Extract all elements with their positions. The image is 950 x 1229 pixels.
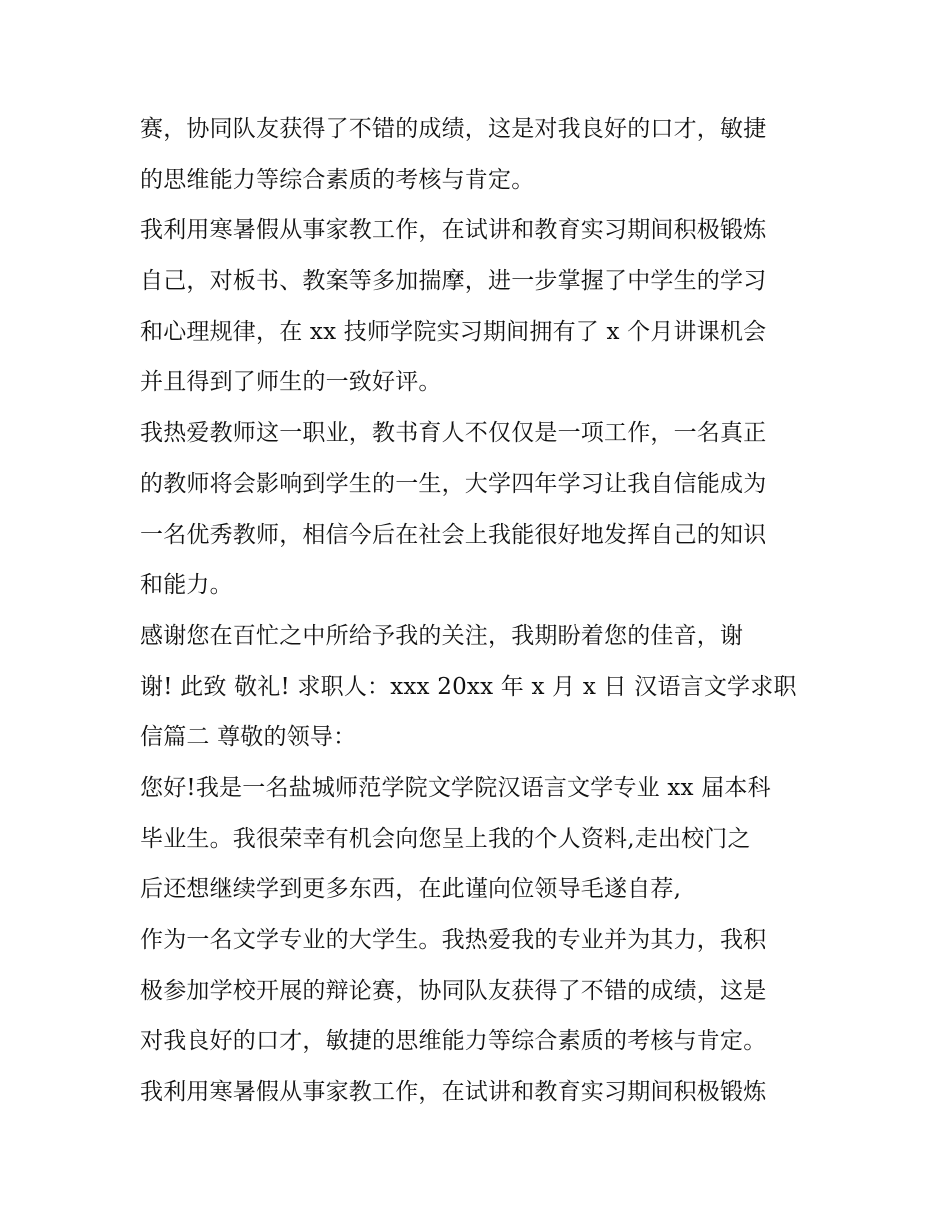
document-body <box>140 104 820 1118</box>
text-line: 对我良好的口才，敏捷的思维能力等综合素质的考核与肯定。 <box>140 1028 767 1055</box>
text-line: 谢! 此致 敬礼! 求职人：xxx 20xx 年 x 月 x 日 汉语言文学求职 <box>140 673 797 700</box>
text-line: 和能力。 <box>140 572 233 599</box>
text-line: 的教师将会影响到学生的一生，大学四年学习让我自信能成为 <box>140 470 767 497</box>
text-line: 并且得到了师生的一致好评。 <box>140 369 442 396</box>
text-line: 我热爱教师这一职业，教书育人不仅仅是一项工作，一名真正 <box>140 420 767 447</box>
text-line: 感谢您在百忙之中所给予我的关注，我期盼着您的佳音，谢 <box>140 622 744 649</box>
text-line: 自己，对板书、教案等多加揣摩，进一步掌握了中学生的学习 <box>140 268 767 295</box>
text-line: 我利用寒暑假从事家教工作，在试讲和教育实习期间积极锻炼 <box>140 1079 767 1106</box>
text-line: 作为一名文学专业的大学生。我热爱我的专业并为其力，我积 <box>140 927 767 953</box>
text-line: 赛，协同队友获得了不错的成绩，这是对我良好的口才，敏捷 <box>140 116 767 142</box>
text-line: 和心理规律，在 xx 技师学院实习期间拥有了 x 个月讲课机会 <box>140 318 767 345</box>
text-line: 一名优秀教师，相信今后在社会上我能很好地发挥自己的知识 <box>140 521 767 548</box>
text-line: 您好!我是一名盐城师范学院文学院汉语言文学专业 xx 届本科 <box>140 774 771 801</box>
text-line: 的思维能力等综合素质的考核与肯定。 <box>140 166 535 193</box>
text-line: 毕业生。我很荣幸有机会向您呈上我的个人资料,走出校门之 <box>140 825 751 852</box>
text-line: 极参加学校开展的辩论赛，协同队友获得了不错的成绩，这是 <box>140 977 767 1004</box>
text-line: 我利用寒暑假从事家教工作，在试讲和教育实习期间积极锻炼 <box>140 217 767 244</box>
text-line: 后还想继续学到更多东西，在此谨向位领导毛遂自荐, <box>140 876 682 903</box>
text-line: 信篇二 尊敬的领导： <box>140 724 357 751</box>
